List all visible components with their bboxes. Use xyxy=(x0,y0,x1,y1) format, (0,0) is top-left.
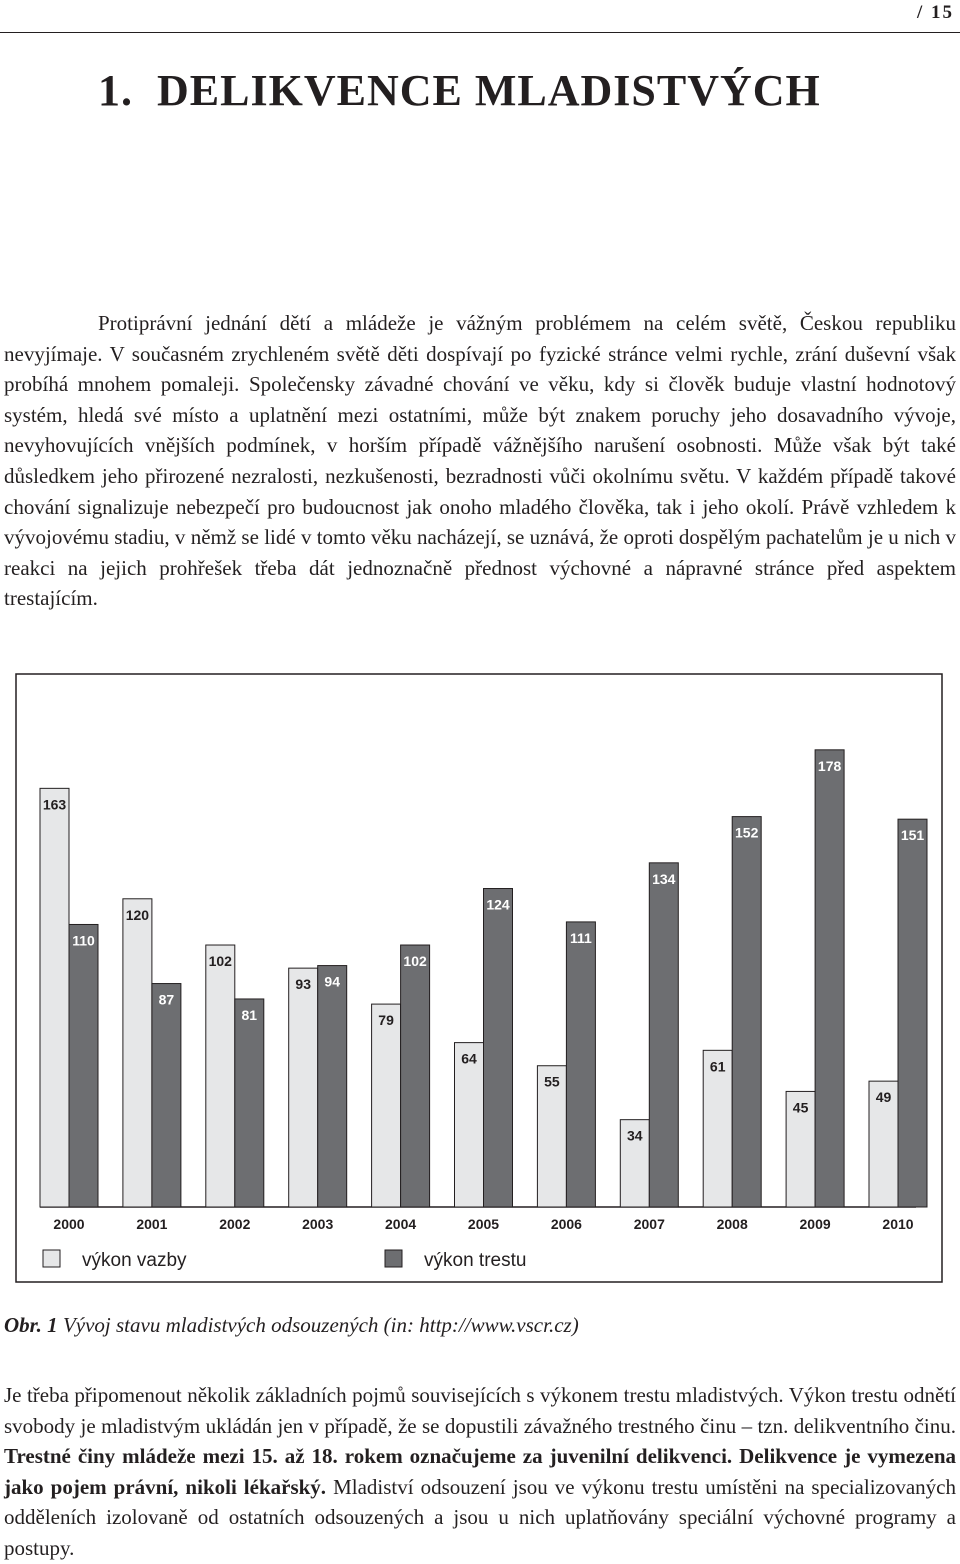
bar-vazba xyxy=(455,1043,484,1207)
paragraph-text: Je třeba připomenout několik základních pojmů souvisejících s výkonem trestu mladistvých. Výkon trestu odnětí svobody je mladistvým ukládán jen v případě, že se dopustili závažného trestného činu – tzn. delikventního činu. xyxy=(4,1383,956,1438)
definitions-paragraph xyxy=(4,1380,956,1564)
x-tick-label: 2000 xyxy=(53,1216,85,1232)
bar-value-label: 55 xyxy=(544,1073,560,1090)
bar-value-label: 93 xyxy=(295,976,311,993)
bar-value-label: 120 xyxy=(125,906,150,923)
bar-trest xyxy=(898,819,927,1207)
bar-value-label: 64 xyxy=(461,1050,477,1067)
bar-value-label: 94 xyxy=(324,973,340,990)
bar-value-label: 87 xyxy=(158,991,175,1008)
chapter-title: 1. DELIKVENCE MLADISTVÝCH xyxy=(98,66,821,115)
bar-trest xyxy=(649,863,678,1207)
legend-label: výkon vazby xyxy=(82,1250,187,1271)
bar-trest xyxy=(815,750,844,1207)
bar-vazba xyxy=(206,945,235,1207)
x-tick-label: 2010 xyxy=(882,1216,914,1232)
bar-value-label: 49 xyxy=(875,1089,892,1106)
x-tick-label: 2009 xyxy=(799,1216,831,1232)
x-tick-label: 2008 xyxy=(716,1216,748,1232)
x-tick-label: 2004 xyxy=(385,1216,417,1232)
caption-text: Vývoj stavu mladistvých odsouzených (in: http://www.vscr.cz) xyxy=(62,1313,579,1337)
bar-value-label: 134 xyxy=(652,870,676,887)
x-tick-label: 2006 xyxy=(550,1216,582,1232)
bar-value-label: 34 xyxy=(627,1127,643,1144)
bar-value-label: 61 xyxy=(709,1058,726,1075)
bar-value-label: 178 xyxy=(817,757,842,774)
bar-value-label: 152 xyxy=(735,824,759,841)
bar-value-label: 102 xyxy=(208,953,232,970)
x-tick-label: 2002 xyxy=(219,1216,251,1232)
legend-swatch xyxy=(385,1250,402,1267)
page-number: / 15 xyxy=(916,2,954,23)
x-tick-label: 2003 xyxy=(302,1216,334,1232)
bar-trest xyxy=(732,817,761,1207)
x-tick-label: 2001 xyxy=(136,1216,168,1232)
bar-chart xyxy=(15,673,943,1283)
bar-trest xyxy=(318,966,347,1207)
x-tick-label: 2007 xyxy=(633,1216,665,1232)
legend-label: výkon trestu xyxy=(424,1250,527,1271)
intro-paragraph: Protiprávní jednání dětí a mládeže je vážným problémem na celém světě, Českou republiku nevyjímaje. V současném zrychleném světě děti dospívají po fyzické stránce velmi rychle, zrání duševní však probíhá mnohem pomaleji. Společensky závadné chování ve věku, kdy si člověk buduje vlastní hodnotový systém, hledá své místo a uplatnění mezi ostatními, může být znakem poruchy jeho dosavadního vývoje, nevyhovujících vnějších podmínek, v horším případě vážnějšího narušení osobnosti. Může však být také důsledkem jeho přirozené nezralosti, nezkušenosti, bezradnosti vůči okolnímu světu. V každém případě takové chování signalizuje nebezpečí pro budoucnost jak onoho mladého člověka, tak i jeho okolí. Právě vzhledem k vývojovému stadiu, v němž se lidé v tomto věku nacházejí, se uznává, že oproti dospělým pachatelům je u nich v reakci na jejich prohřešek třeba dát jednoznačně přednost výchovné a nápravné stránce před aspektem trestajícím. xyxy=(4,311,956,611)
bar-value-label: 79 xyxy=(378,1012,394,1029)
bar-trest xyxy=(401,945,430,1207)
x-tick-label: 2005 xyxy=(467,1216,500,1232)
chart-figure xyxy=(15,673,943,1283)
paragraph-emphasis: Trestné činy mládeže mezi 15. až 18. rokem označujeme za juvenilní delikvenci. Delikvence je vymezena jako pojem právní, nikoli lékařský. xyxy=(4,1444,956,1499)
bar-trest xyxy=(152,984,181,1207)
figure-caption xyxy=(4,1313,579,1338)
bar-vazba xyxy=(123,899,152,1207)
bar-trest xyxy=(235,999,264,1207)
bar-value-label: 163 xyxy=(42,796,67,813)
bar-value-label: 111 xyxy=(569,929,592,946)
bar-trest xyxy=(69,924,98,1207)
bar-trest xyxy=(566,922,595,1207)
bar-value-label: 110 xyxy=(72,932,95,949)
bar-value-label: 151 xyxy=(900,827,925,844)
bar-vazba xyxy=(372,1004,401,1207)
bar-value-label: 45 xyxy=(792,1099,809,1116)
paragraph-text: Mladiství odsouzení jsou ve výkonu trestu umístěni na specializovaných odděleních izolovaně od ostatních odsouzených a jsou u nich uplatňovány speciální výchovné programy a postupy. xyxy=(4,1474,956,1560)
legend-swatch xyxy=(43,1250,60,1267)
bar-value-label: 81 xyxy=(241,1006,258,1023)
bar-vazba xyxy=(40,788,69,1207)
caption-label: Obr. 1 xyxy=(4,1313,58,1337)
bar-trest xyxy=(484,889,513,1207)
bar-vazba xyxy=(289,968,318,1207)
bar-value-label: 124 xyxy=(486,896,510,913)
bar-value-label: 102 xyxy=(403,953,427,970)
header-rule xyxy=(0,32,960,33)
